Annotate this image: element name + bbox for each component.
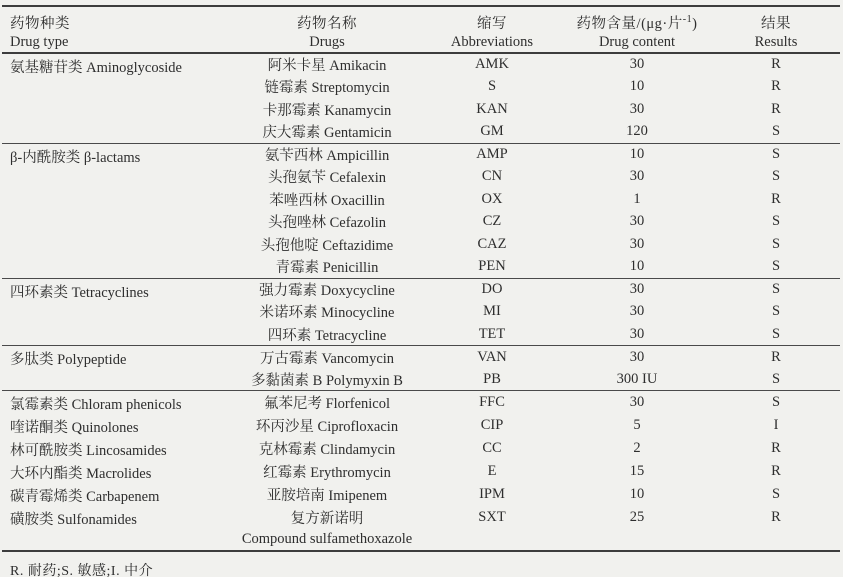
drug-name-cell: 链霉素 Streptomycin bbox=[264, 80, 390, 97]
drug-type-cell: β-内酰胺类 β-lactams bbox=[2, 143, 232, 278]
header-drug-content-zh bbox=[562, 6, 712, 33]
drug-content-cell: 30 bbox=[629, 213, 645, 230]
drug-content-cell: 300 IU bbox=[616, 370, 658, 387]
header-row-chinese bbox=[2, 6, 840, 33]
abbreviation-cell: FFC bbox=[422, 391, 562, 415]
result-cell: I bbox=[773, 417, 779, 433]
drug-type-cell: 喹诺酮类 Quinolones bbox=[10, 420, 139, 436]
drug-name-cell: 头孢他啶 Ceftazidime bbox=[260, 237, 394, 254]
abbreviation-cell bbox=[422, 529, 562, 552]
drug-name-cell: Compound sulfamethoxazole bbox=[241, 530, 413, 547]
drug-content-cell: 30 bbox=[562, 391, 712, 415]
header-abbreviations-zh: 缩写 bbox=[477, 15, 507, 32]
drug-name-cell: 苯唑西林 Oxacillin bbox=[269, 192, 385, 209]
drug-type-cell: 林可酰胺类 Lincosamides bbox=[10, 443, 167, 459]
drug-name-cell: 青霉素 Penicillin bbox=[275, 260, 379, 276]
drug-content-cell: 30 bbox=[629, 303, 645, 320]
drug-type-cell: 大环内酯类 Macrolides bbox=[10, 466, 152, 482]
table-row bbox=[2, 278, 840, 301]
header-drug-content-en: Drug content bbox=[598, 34, 676, 50]
drug-type-cell: 多肽类 Polypeptide bbox=[2, 346, 232, 391]
drug-content-cell: 25 bbox=[629, 508, 645, 525]
result-cell: S bbox=[712, 391, 840, 415]
drug-content-cell: 1 bbox=[633, 190, 641, 207]
abbreviation-cell: KAN bbox=[476, 100, 508, 117]
result-cell: S bbox=[771, 213, 781, 230]
table-header bbox=[2, 6, 840, 53]
table-row bbox=[2, 483, 840, 506]
abbreviation-cell: GM bbox=[480, 123, 504, 139]
abbreviation-cell: OX bbox=[481, 190, 503, 207]
abbreviation-cell: VAN bbox=[422, 346, 562, 369]
drug-content-superscript: -1 bbox=[682, 13, 693, 25]
abbreviation-cell: S bbox=[487, 78, 497, 95]
drug-content-cell: 2 bbox=[633, 440, 641, 456]
drug-type-cell: 氯霉素类 Chloram phenicols bbox=[2, 391, 232, 415]
drug-name-cell: 阿米卡星 Amikacin bbox=[267, 58, 387, 75]
drug-name-cell: 亚胺培南 Imipenem bbox=[266, 488, 388, 504]
result-cell: S bbox=[712, 278, 840, 301]
abbreviation-cell: CZ bbox=[482, 213, 502, 230]
header-drugs-en: Drugs bbox=[309, 34, 345, 50]
drug-type-cell: 四环素类 Tetracyclines bbox=[2, 278, 232, 346]
result-cell: S bbox=[771, 370, 781, 387]
abbreviation-cell: SXT bbox=[478, 508, 506, 525]
abbreviation-cell: CIP bbox=[480, 417, 504, 433]
result-cell: R bbox=[771, 440, 781, 456]
abbreviation-cell: PEN bbox=[478, 258, 506, 274]
abbreviation-cell: AMP bbox=[422, 143, 562, 166]
drug-name-cell: 复方新诺明 bbox=[290, 510, 364, 527]
result-cell: S bbox=[771, 303, 781, 320]
drug-name-cell: 氟苯尼考 Florfenicol bbox=[232, 391, 422, 415]
drug-content-cell: 30 bbox=[562, 278, 712, 301]
table-row bbox=[2, 437, 840, 460]
drug-name-cell: 红霉素 Erythromycin bbox=[263, 465, 391, 481]
drug-name-cell: 多黏菌素 B Polymyxin B bbox=[251, 372, 403, 389]
drug-content-cell: 15 bbox=[629, 463, 645, 479]
result-cell: S bbox=[771, 123, 781, 139]
header-drug-type-en: Drug type bbox=[10, 34, 69, 50]
drug-type-cell: 氨基糖苷类 Aminoglycoside bbox=[10, 60, 182, 76]
abbreviation-cell: DO bbox=[422, 278, 562, 301]
drug-content-cell: 30 bbox=[629, 56, 645, 73]
table-row bbox=[2, 346, 840, 369]
drug-content-cell: 10 bbox=[562, 143, 712, 166]
result-cell: R bbox=[771, 56, 781, 73]
drug-name-cell: 万古霉素 Vancomycin bbox=[232, 346, 422, 369]
result-cell: R bbox=[771, 100, 781, 117]
abbreviation-cell: E bbox=[487, 463, 497, 479]
result-cell: S bbox=[771, 258, 781, 274]
drug-name-cell: 头孢氨苄 Cefalexin bbox=[268, 170, 386, 187]
drug-content-label-suffix: ) bbox=[692, 15, 698, 32]
table-row bbox=[2, 460, 840, 483]
drug-content-label: 药物含量/(μg·片 bbox=[576, 15, 683, 32]
header-drugs-zh: 药物名称 bbox=[297, 15, 357, 32]
drug-name-cell: 四环素 Tetracycline bbox=[267, 327, 387, 344]
drug-content-cell: 10 bbox=[629, 78, 645, 95]
drug-name-cell: 克林霉素 Clindamycin bbox=[258, 442, 396, 458]
table-row bbox=[2, 143, 840, 166]
result-cell: S bbox=[771, 235, 781, 252]
result-cell: R bbox=[771, 463, 781, 479]
result-cell: S bbox=[712, 143, 840, 166]
drug-name-cell: 头孢唑林 Cefazolin bbox=[268, 215, 386, 232]
drug-name-cell: 环丙沙星 Ciprofloxacin bbox=[255, 419, 399, 435]
header-row-english bbox=[2, 33, 840, 53]
abbreviation-cell: CC bbox=[482, 440, 502, 456]
table-body bbox=[2, 53, 840, 551]
drug-content-cell: 30 bbox=[629, 325, 645, 342]
drug-name-cell: 庆大霉素 Gentamicin bbox=[262, 125, 392, 141]
result-cell bbox=[712, 529, 840, 552]
result-cell: S bbox=[771, 168, 781, 185]
drug-type-cell: 磺胺类 Sulfonamides bbox=[10, 512, 137, 528]
table-row bbox=[2, 506, 840, 529]
abbreviation-cell: CAZ bbox=[477, 235, 507, 252]
result-cell: R bbox=[771, 508, 781, 525]
drug-susceptibility-table bbox=[2, 5, 840, 552]
result-cell: R bbox=[771, 190, 781, 207]
header-results-zh: 结果 bbox=[761, 15, 791, 32]
abbreviation-cell: AMK bbox=[475, 56, 509, 73]
table-row bbox=[2, 391, 840, 415]
result-cell: S bbox=[771, 325, 781, 342]
result-cell: R bbox=[771, 78, 781, 95]
result-cell: R bbox=[712, 346, 840, 369]
header-drug-type-zh: 药物种类 bbox=[10, 15, 70, 32]
result-cell: S bbox=[771, 486, 781, 502]
header-results-en: Results bbox=[754, 34, 798, 50]
abbreviation-cell: TET bbox=[478, 325, 506, 342]
drug-name-cell: 氨苄西林 Ampicillin bbox=[232, 143, 422, 166]
abbreviation-cell: MI bbox=[483, 303, 501, 320]
abbreviation-cell: IPM bbox=[479, 486, 505, 502]
drug-name-cell: 米诺环素 Minocycline bbox=[259, 305, 395, 322]
drug-content-cell: 30 bbox=[629, 168, 645, 185]
header-abbreviations-en: Abbreviations bbox=[450, 34, 534, 50]
drug-type-cell: 碳青霉烯类 Carbapenem bbox=[10, 489, 160, 505]
abbreviation-cell: PB bbox=[483, 370, 501, 387]
drug-content-cell: 10 bbox=[629, 486, 645, 502]
drug-content-cell: 120 bbox=[626, 123, 648, 139]
footnote: R. 耐药;S. 敏感;I. 中介 bbox=[10, 564, 154, 577]
table-row bbox=[2, 414, 840, 437]
drug-content-cell: 30 bbox=[629, 235, 645, 252]
drug-content-cell: 10 bbox=[629, 258, 645, 274]
drug-name-cell: 强力霉素 Doxycycline bbox=[232, 278, 422, 301]
drug-content-cell bbox=[562, 529, 712, 552]
abbreviation-cell: CN bbox=[481, 168, 503, 185]
drug-content-cell: 30 bbox=[629, 100, 645, 117]
table-row bbox=[2, 53, 840, 76]
drug-name-cell: 卡那霉素 Kanamycin bbox=[262, 102, 392, 119]
drug-content-cell: 30 bbox=[562, 346, 712, 369]
drug-content-cell: 5 bbox=[633, 417, 641, 433]
